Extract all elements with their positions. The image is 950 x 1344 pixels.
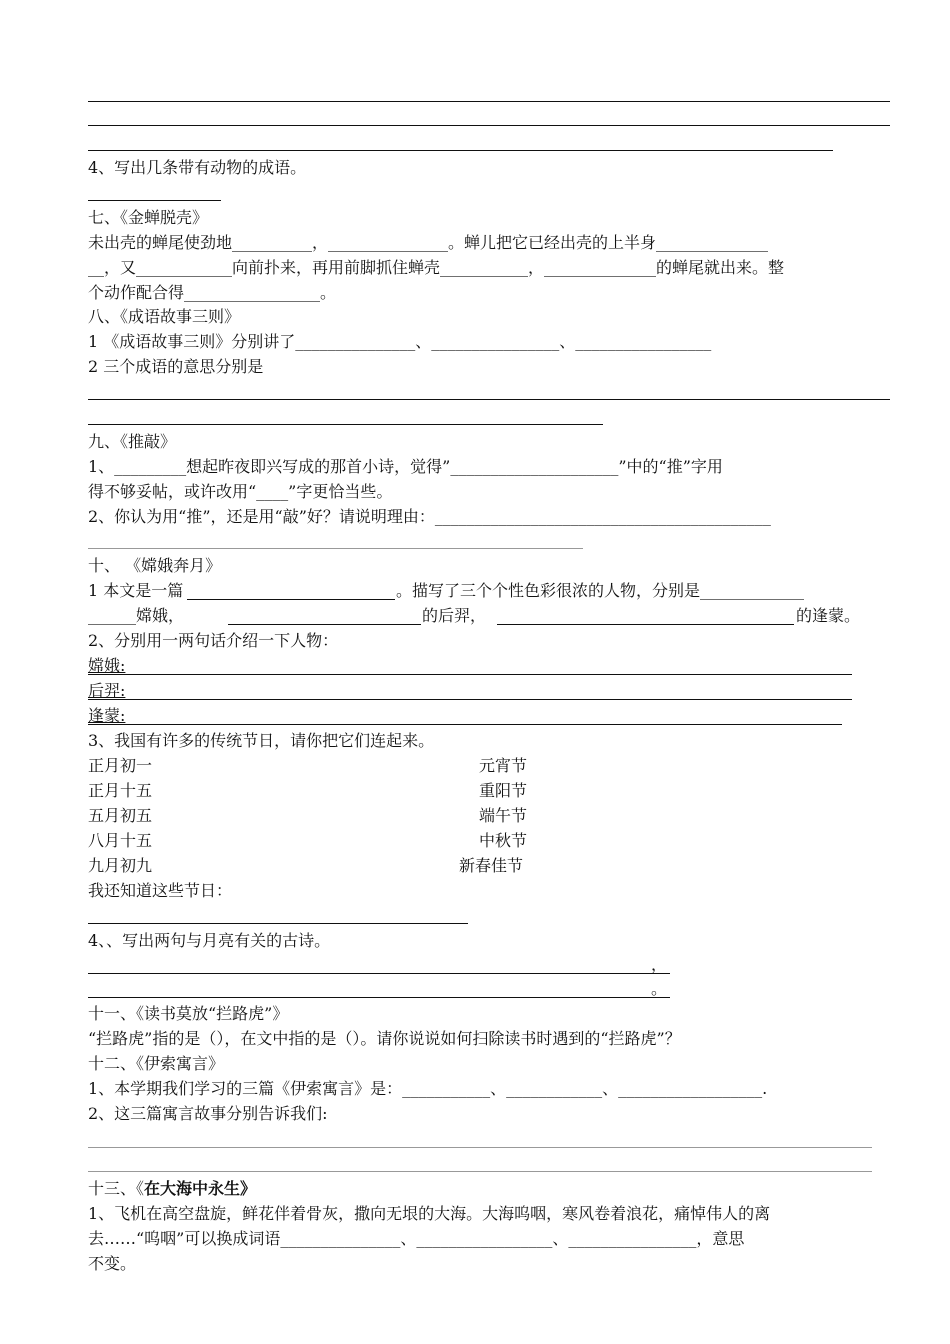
answer-line — [88, 424, 603, 425]
section-10-question-1a-suffix: 。描写了三个个性色彩很浓的人物，分别是_____________ — [396, 581, 805, 600]
festival-name: 重阳节 — [479, 781, 528, 800]
section-13-title-name: 在大海中永生》 — [144, 1179, 257, 1198]
section-7-line-3: 个动作配合得_________________。 — [88, 283, 337, 302]
answer-line — [228, 624, 421, 625]
section-10-question-4: 4、、写出两句与月亮有关的古诗。 — [88, 931, 331, 950]
poem-line-period: 。 — [651, 979, 668, 998]
answer-line — [88, 150, 833, 151]
section-10-question-1a-prefix: 1 本文是一篇 — [88, 581, 184, 600]
answer-line — [88, 724, 842, 725]
character-label-houyi: 后羿: — [88, 681, 126, 700]
section-7-line-1: 未出壳的蝉尾使劲地__________，_______________。蝉儿把它已经出壳的上半身______________ — [88, 233, 769, 252]
answer-line — [88, 699, 852, 700]
festival-date: 五月初五 — [88, 806, 153, 825]
section-10-question-1b-prefix: ______嫦娥， — [88, 606, 185, 625]
answer-line — [88, 101, 890, 102]
festival-date: 正月初一 — [88, 756, 153, 775]
festival-name: 中秋节 — [479, 831, 528, 850]
character-label-fengmeng: 逢蒙: — [88, 706, 126, 725]
festival-date: 九月初九 — [88, 856, 153, 875]
answer-line — [88, 997, 670, 998]
answer-line — [497, 624, 794, 625]
section-10-question-2: 2、分别用一两句话介绍一下人物： — [88, 631, 339, 650]
section-13-question-1a: 1、飞机在高空盘旋，鲜花伴着骨灰，撒向无垠的大海。大海呜咽，寒风卷着浪花，痛悼伟人的离 — [88, 1204, 771, 1223]
section-8-question-2: 2 三个成语的意思分别是 — [88, 357, 264, 376]
section-9-question-2: 2、你认为用“推”，还是用“敲”好？请说明理由：__________________________________________ — [88, 507, 771, 526]
festival-date: 正月十五 — [88, 781, 153, 800]
character-label-change: 嫦娥: — [88, 656, 126, 675]
answer-line — [88, 674, 852, 675]
answer-line — [88, 973, 670, 974]
section-9-question-1a: 1、_________想起昨夜即兴写成的那首小诗，觉得”_____________________”中的“推”字用 — [88, 457, 723, 476]
section-12-question-2: 2、这三篇寓言故事分别告诉我们: — [88, 1104, 328, 1123]
section-13-question-1c: 不变。 — [88, 1254, 137, 1273]
section-10-title: 十、 《嫦娥奔月》 — [88, 556, 222, 575]
festival-name: 新春佳节 — [459, 856, 524, 875]
answer-line — [88, 200, 221, 201]
section-13-title-prefix: 十三、《 — [88, 1179, 145, 1198]
answer-line — [88, 1171, 872, 1172]
answer-line — [187, 599, 395, 600]
section-8-question-1: 1 《成语故事三则》分别讲了_______________、________________、_________________ — [88, 332, 712, 351]
section-10-question-1b-mid: 的后羿， — [422, 606, 487, 625]
answer-line — [88, 1147, 872, 1148]
poem-line-comma: ， — [651, 955, 668, 974]
festival-date: 八月十五 — [88, 831, 153, 850]
question-animal-idioms: 4、写出几条带有动物的成语。 — [88, 158, 307, 177]
section-7-line-2: __，又____________向前扑来，再用前脚抓住蝉壳___________，______________的蝉尾就出来。整 — [88, 258, 785, 277]
section-13-question-1b: 去……“呜咽”可以换成词语_______________、_________________、________________，意思 — [88, 1229, 745, 1248]
section-13-title — [88, 1179, 256, 1199]
festival-name: 元宵节 — [479, 756, 528, 775]
answer-line — [88, 923, 468, 924]
other-festivals-prompt: 我还知道这些节日： — [88, 881, 233, 900]
section-9-title: 九、《推敲》 — [88, 432, 177, 451]
section-12-question-1: 1、本学期我们学习的三篇《伊索寓言》是：___________、____________、__________________. — [88, 1079, 768, 1098]
answer-line — [88, 125, 890, 126]
section-10-question-3: 3、我国有许多的传统节日，请你把它们连起来。 — [88, 731, 435, 750]
section-11-question: “拦路虎”指的是（），在文中指的是（）。请你说说如何扫除读书时遇到的“拦路虎”？ — [88, 1029, 681, 1048]
section-7-title: 七、《金蝉脱壳》 — [88, 208, 209, 227]
answer-line — [88, 399, 890, 400]
section-12-title: 十二、《伊索寓言》 — [88, 1054, 225, 1073]
section-9-question-1b: 得不够妥帖，或许改用“____”字更恰当些。 — [88, 482, 393, 501]
section-11-title: 十一、《读书莫放“拦路虎”》 — [88, 1004, 289, 1023]
section-8-title: 八、《成语故事三则》 — [88, 307, 241, 326]
answer-line — [88, 548, 583, 549]
festival-name: 端午节 — [479, 806, 528, 825]
section-10-question-1b-suffix: 的逢蒙。 — [796, 606, 861, 625]
